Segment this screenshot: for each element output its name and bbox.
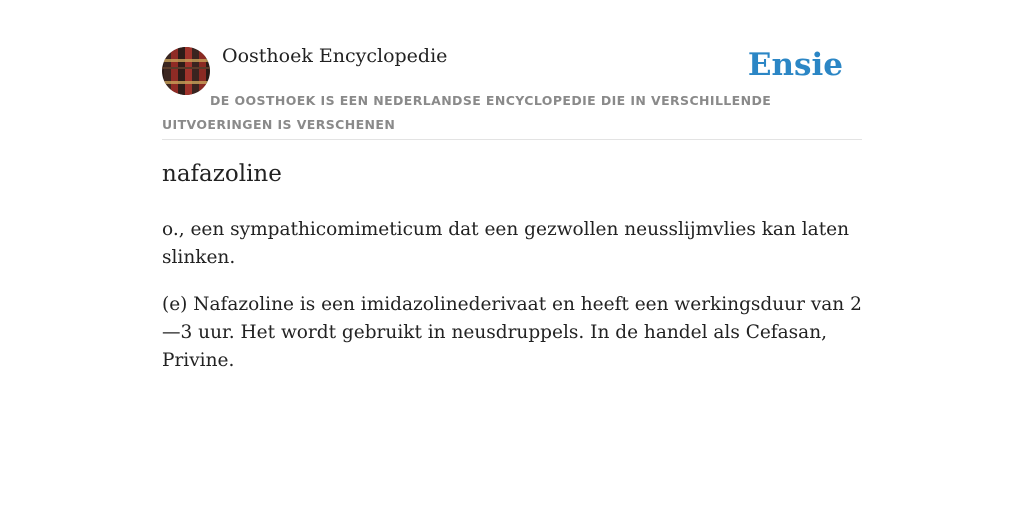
site-header <box>162 0 862 140</box>
site-title-link[interactable]: Oosthoek Encyclopedie <box>222 45 448 67</box>
site-tagline: DE OOSTHOEK IS EEN NEDERLANDSE ENCYCLOPEDIE DIE IN VERSCHILLENDE UITVOERINGEN IS VERSCHENEN <box>162 93 772 132</box>
article-title: nafazoline <box>162 161 282 187</box>
article-paragraph: o., een sympathicomimeticum dat een gezwollen neusslijmvlies kan laten slinken. <box>162 219 850 268</box>
encyclopedia-books-avatar[interactable] <box>162 47 210 95</box>
page <box>162 0 862 371</box>
ensie-logo-link[interactable]: Ensie <box>747 47 843 83</box>
article-paragraph: (e) Nafazoline is een imidazolinederivaat en heeft een werkingsduur van 2—3 uur. Het wordt gebruikt in neusdruppels. In de handel als Cefasan, Privine. <box>162 294 862 371</box>
